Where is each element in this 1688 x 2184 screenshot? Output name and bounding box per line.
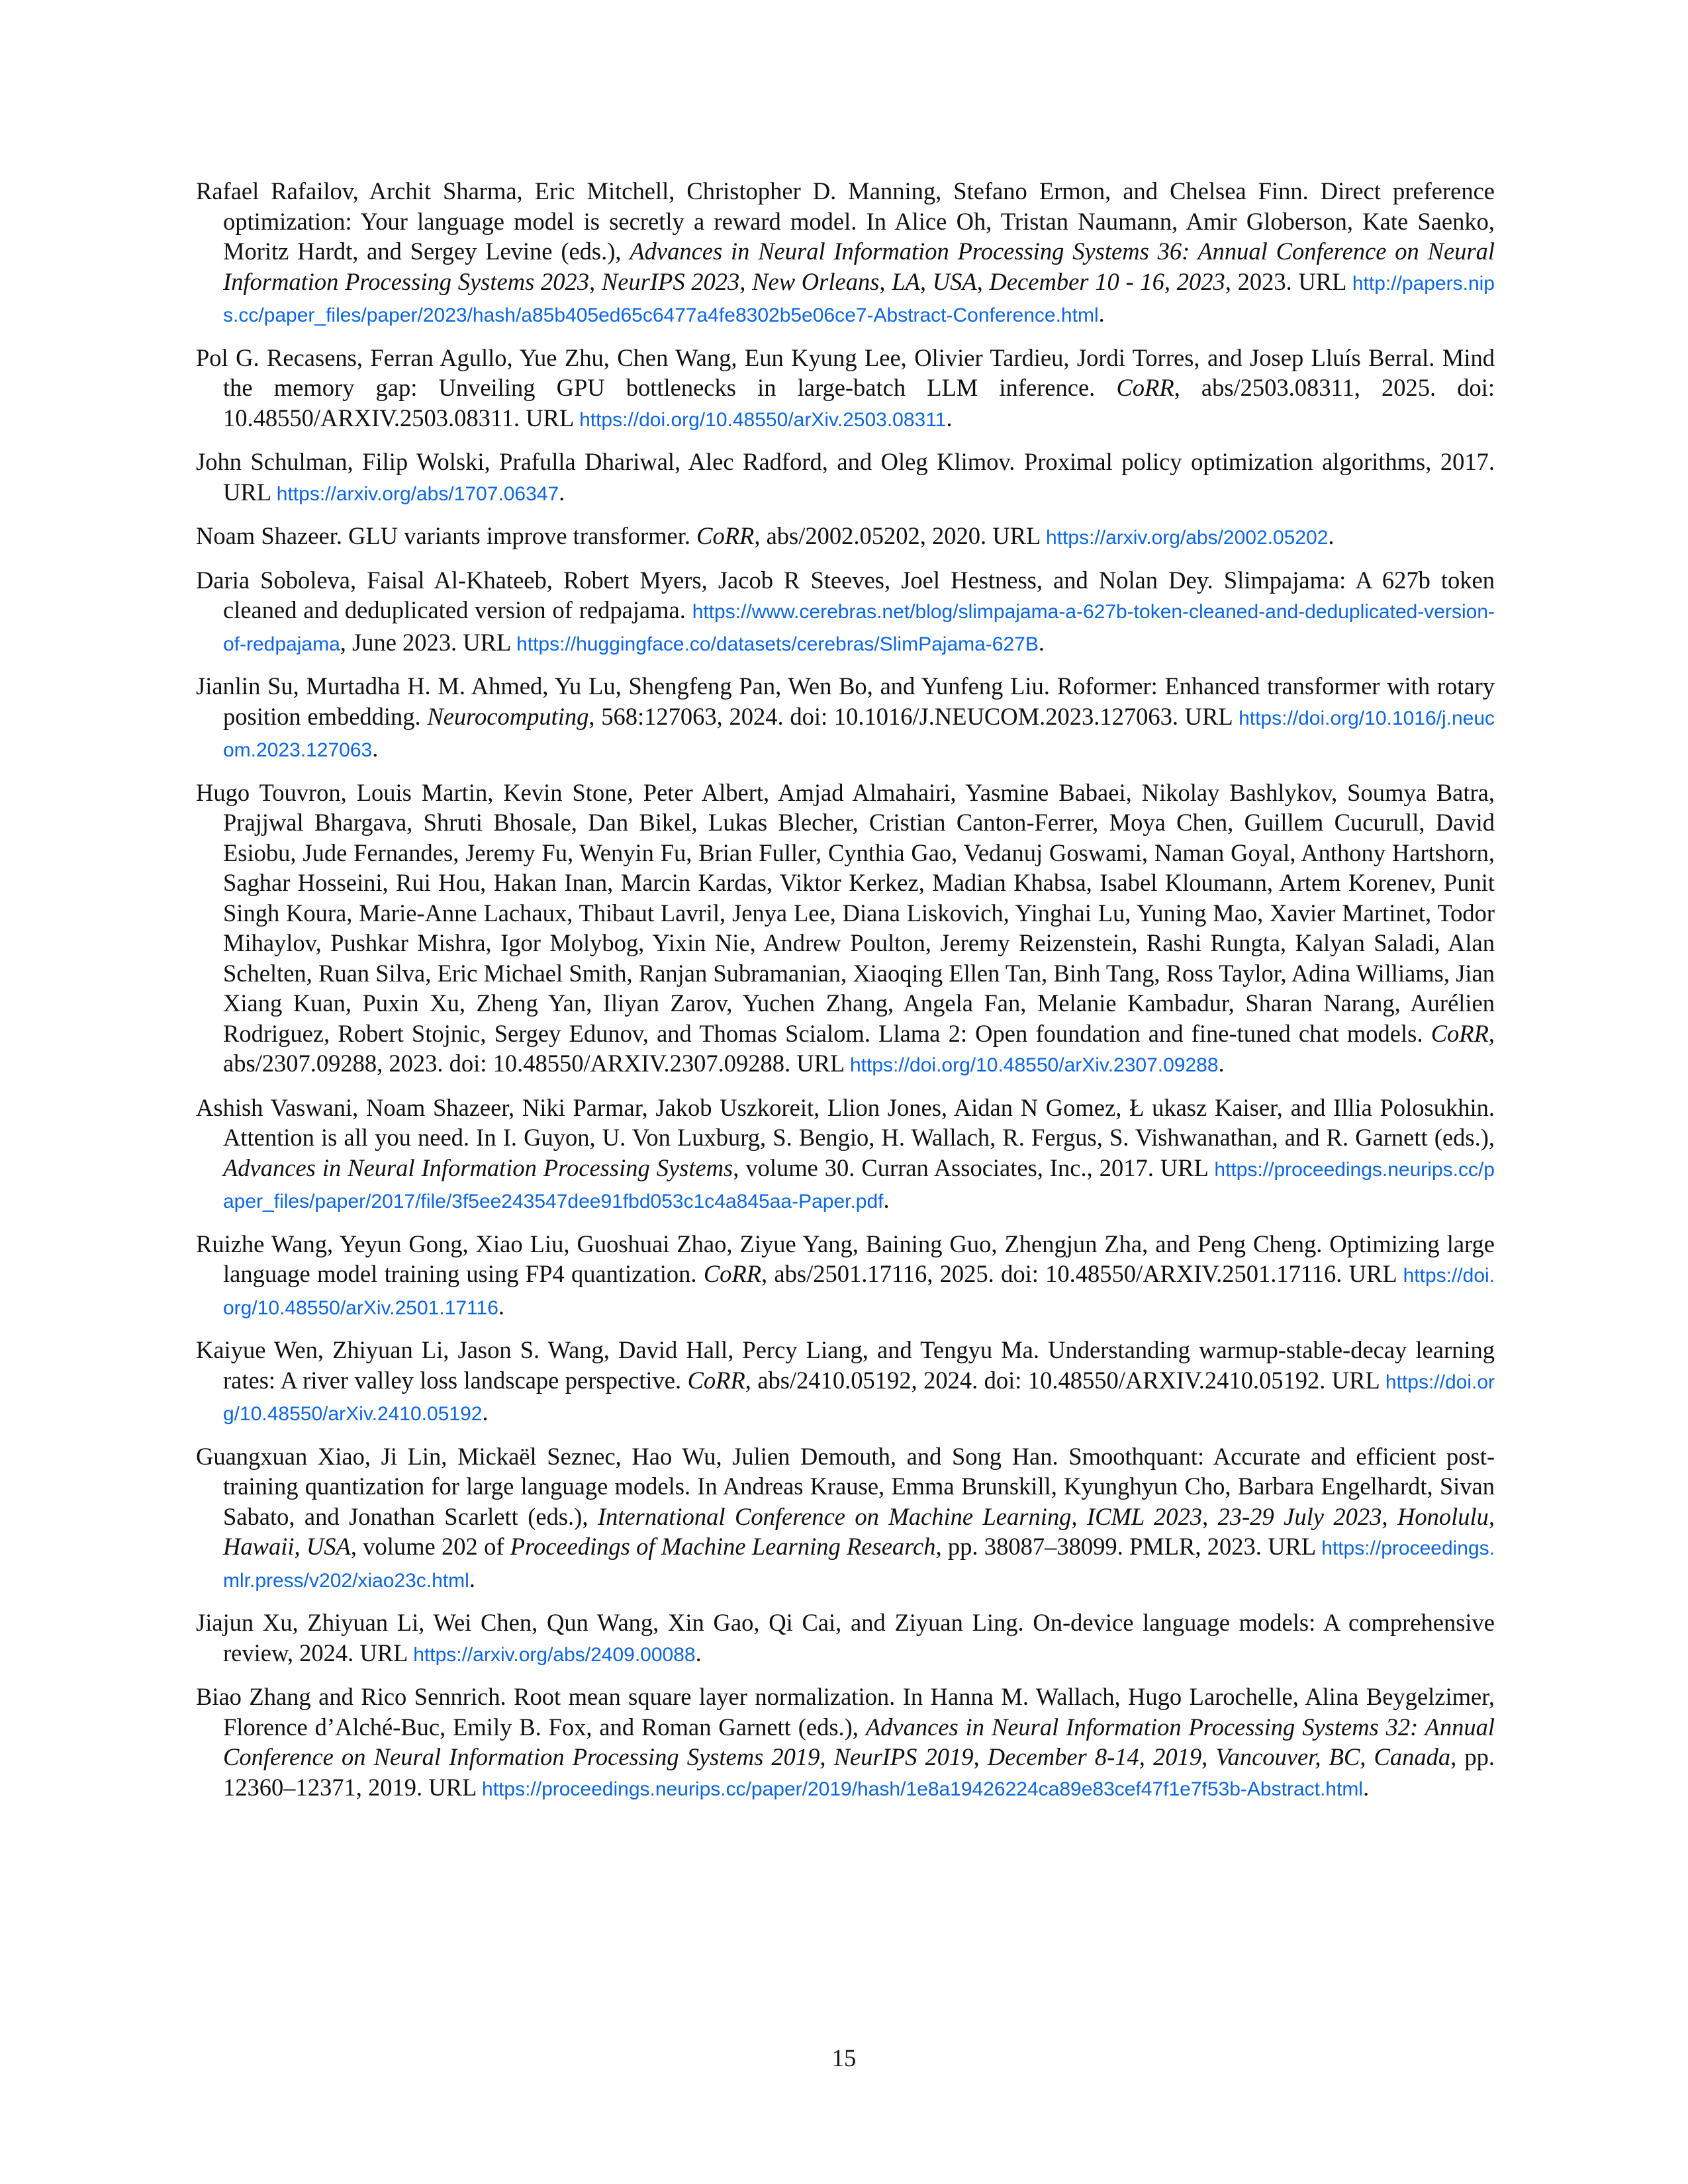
ref-title: Smoothquant: Accurate and efficient post-training quantization for large language models.	[223, 1442, 1495, 1500]
ref-title: Mind the memory gap: Unveiling GPU bottlenecks in large-batch LLM inference.	[223, 343, 1495, 401]
ref-venue: Neurocomputing	[427, 702, 589, 730]
ref-authors: John Schulman, Filip Wolski, Prafulla Dhariwal, Alec Radford, and Oleg Klimov.	[196, 448, 1015, 475]
reference-entry: John Schulman, Filip Wolski, Prafulla Dhariwal, Alec Radford, and Oleg Klimov. Proximal policy optimization algorithms, 2017. URL https://arxiv.org/abs/1707.06347.	[196, 448, 1495, 506]
ref-post: , pp. 12360–12371, 2019. URL	[223, 1743, 1495, 1801]
reference-entry: Rafael Rafailov, Archit Sharma, Eric Mitchell, Christopher D. Manning, Stefano Ermon, and Chelsea Finn. Direct preference optimization: Your language model is secretly a reward model. In Alice Oh, Tristan Naumann, Amir Globerson, Kate Saenko, Moritz Hardt, and Sergey Levine (eds.), Advances in Neural Information Processing Systems 36: Annual Conference on Neural Information Processing Systems 2023, NeurIPS 2023, New Orleans, LA, USA, December 10 - 16, 2023, 2023. URL http://papers.nips.cc/paper_files/paper/2023/hash/a85b405ed65c6477a4fe8302b5e06ce7-Abstract-Conference.html.	[196, 177, 1495, 327]
ref-title: Llama 2: Open foundation and fine-tuned chat models.	[878, 1019, 1423, 1047]
ref-authors: Kaiyue Wen, Zhiyuan Li, Jason S. Wang, David Hall, Percy Liang, and Tengyu Ma.	[196, 1336, 1040, 1363]
reference-entry: Pol G. Recasens, Ferran Agullo, Yue Zhu, Chen Wang, Eun Kyung Lee, Olivier Tardieu, Jordi Torres, and Josep Lluís Berral. Mind the memory gap: Unveiling GPU bottlenecks in large-batch LLM inference. CoRR, abs/2503.08311, 2025. doi: 10.48550/ARXIV.2503.08311. URL https://doi.org/10.48550/arXiv.2503.08311.	[196, 343, 1495, 432]
reference-entry: Guangxuan Xiao, Ji Lin, Mickaël Seznec, Hao Wu, Julien Demouth, and Song Han. Smoothquant: Accurate and efficient post-training quantization for large language models. In Andreas Krause, Emma Brunskill, Kyunghyun Cho, Barbara Engelhardt, Sivan Sabato, and Jonathan Scarlett (eds.), International Conference on Machine Learning, ICML 2023, 23-29 July 2023, Honolulu, Hawaii, USA, volume 202 of Proceedings of Machine Learning Research, pp. 38087–38099. PMLR, 2023. URL https://proceedings.mlr.press/v202/xiao23c.html.	[196, 1442, 1495, 1592]
ref-post: , abs/2307.09288, 2023. doi: 10.48550/ARXIV.2307.09288. URL	[223, 1019, 1495, 1077]
ref-url-link[interactable]: https://doi.org/10.48550/arXiv.2410.05192	[223, 1371, 1495, 1425]
ref-title: GLU variants improve transformer.	[348, 522, 691, 549]
ref-authors: Daria Soboleva, Faisal Al-Khateeb, Robert Myers, Jacob R Steeves, Joel Hestness, and Nolan Dey.	[196, 566, 1213, 594]
ref-url-link[interactable]: https://doi.org/10.48550/arXiv.2501.17116	[223, 1265, 1495, 1319]
reference-entry: Noam Shazeer. GLU variants improve transformer. CoRR, abs/2002.05202, 2020. URL https://arxiv.org/abs/2002.05202.	[196, 522, 1335, 549]
ref-authors: Rafael Rafailov, Archit Sharma, Eric Mitchell, Christopher D. Manning, Stefano Ermon, and Chelsea Finn.	[196, 177, 1309, 205]
reference-entry: Ashish Vaswani, Noam Shazeer, Niki Parmar, Jakob Uszkoreit, Llion Jones, Aidan N Gomez, Ł ukasz Kaiser, and Illia Polosukhin. Attention is all you need. In I. Guyon, U. Von Luxburg, S. Bengio, H. Wallach, R. Fergus, S. Vishwanathan, and R. Garnett (eds.), Advances in Neural Information Processing Systems, volume 30. Curran Associates, Inc., 2017. URL https://proceedings.neurips.cc/paper_files/paper/2017/file/3f5ee243547dee91fbd053c1c4a845aa-Paper.pdf.	[196, 1093, 1495, 1213]
reference-entry: Jiajun Xu, Zhiyuan Li, Wei Chen, Qun Wang, Xin Gao, Qi Cai, and Ziyuan Ling. On-device language models: A comprehensive review, 2024. URL https://arxiv.org/abs/2409.00088.	[196, 1609, 1495, 1666]
ref-url-link[interactable]: https://huggingface.co/datasets/cerebras/SlimPajama-627B	[516, 633, 1039, 655]
ref-url-link[interactable]: https://arxiv.org/abs/2409.00088	[413, 1643, 696, 1666]
ref-pre: In Alice Oh, Tristan Naumann, Amir Globerson, Kate Saenko, Moritz Hardt, and Sergey Levine (eds.),	[223, 207, 1495, 265]
ref-authors: Jiajun Xu, Zhiyuan Li, Wei Chen, Qun Wang, Xin Gao, Qi Cai, and Ziyuan Ling.	[196, 1609, 1024, 1636]
ref-post: , abs/2501.17116, 2025. doi: 10.48550/ARXIV.2501.17116. URL	[761, 1260, 1397, 1287]
ref-post: , volume 30. Curran Associates, Inc., 2017. URL	[733, 1154, 1208, 1181]
ref-pre: In I. Guyon, U. Von Luxburg, S. Bengio, H. Wallach, R. Fergus, S. Vishwanathan, and R. Garnett (eds.),	[476, 1124, 1495, 1151]
ref-url-link[interactable]: https://arxiv.org/abs/2002.05202	[1046, 527, 1329, 549]
ref-authors: Ruizhe Wang, Yeyun Gong, Xiao Liu, Guoshuai Zhao, Ziyue Yang, Baining Guo, Zhengjun Zha, and Peng Cheng.	[196, 1230, 1323, 1257]
ref-post: , 2023. URL	[1225, 267, 1346, 295]
ref-url-link[interactable]: https://doi.org/10.1016/j.neucom.2023.127063	[223, 707, 1495, 761]
ref-url-link[interactable]: https://doi.org/10.48550/arXiv.2307.09288	[850, 1054, 1219, 1076]
reference-entry: Daria Soboleva, Faisal Al-Khateeb, Robert Myers, Jacob R Steeves, Joel Hestness, and Nolan Dey. Slimpajama: A 627b token cleaned and deduplicated version of redpajama. https://www.cerebras.net/blog/slimpajama-a-627b-token-cleaned-and-deduplicated-version-of-redpajama, June 2023. URL https://huggingface.co/datasets/cerebras/SlimPajama-627B.	[196, 566, 1495, 656]
ref-venue: Advances in Neural Information Processing Systems 32: Annual Conference on Neural Information Processing Systems 2019, NeurIPS 2019, December 8-14, 2019, Vancouver, BC, Canada	[223, 1713, 1495, 1770]
ref-venue: CoRR	[703, 1260, 761, 1287]
page-number: 15	[831, 2044, 857, 2071]
ref-title: Proximal policy optimization algorithms, 2017.	[1023, 448, 1495, 475]
ref-title: Direct preference optimization: Your language model is secretly a reward model.	[223, 177, 1495, 235]
reference-entry: Jianlin Su, Murtadha H. M. Ahmed, Yu Lu, Shengfeng Pan, Wen Bo, and Yunfeng Liu. Roformer: Enhanced transformer with rotary position embedding. Neurocomputing, 568:127063, 2024. doi: 10.1016/J.NEUCOM.2023.127063. URL https://doi.org/10.1016/j.neucom.2023.127063.	[196, 672, 1495, 762]
ref-title: Attention is all you need.	[223, 1124, 470, 1151]
ref-pre: In Hanna M. Wallach, Hugo Larochelle, Alina Beygelzimer, Florence d’Alché-Buc, Emily B. Fox, and Roman Garnett (eds.),	[223, 1683, 1495, 1741]
ref-url-link[interactable]: https://proceedings.neurips.cc/paper/2019/hash/1e8a19426224ca89e83cef47f1e7f53b-Abstract.html	[482, 1778, 1363, 1800]
ref-title: Optimizing large language model training using FP4 quantization.	[223, 1230, 1495, 1287]
ref-venue: CoRR	[687, 1366, 745, 1394]
ref-authors: Pol G. Recasens, Ferran Agullo, Yue Zhu, Chen Wang, Eun Kyung Lee, Olivier Tardieu, Jordi Torres, and Josep Lluís Berral.	[196, 343, 1435, 371]
ref-venue: Advances in Neural Information Processing Systems 36: Annual Conference on Neural Information Processing Systems 2023, NeurIPS 2023, New Orleans, LA, USA, December 10 - 16, 2023	[223, 238, 1495, 295]
ref-mid: , June 2023. URL	[340, 628, 510, 656]
ref-url-link[interactable]: https://proceedings.mlr.press/v202/xiao23c.html	[223, 1537, 1495, 1592]
ref-title: On-device language models: A comprehensive review, 2024.	[223, 1609, 1495, 1666]
ref-post: , volume 202 of	[350, 1533, 504, 1560]
ref-venue: Advances in Neural Information Processing Systems	[223, 1154, 733, 1181]
ref-authors: Biao Zhang and Rico Sennrich.	[196, 1683, 506, 1710]
ref-title: Root mean square layer normalization.	[514, 1683, 896, 1710]
ref-venue: CoRR	[696, 522, 755, 549]
ref-post: , abs/2503.08311, 2025. doi: 10.48550/ARXIV.2503.08311. URL	[223, 374, 1495, 432]
ref-title: Slimpajama: A 627b token cleaned and deduplicated version of redpajama.	[223, 566, 1495, 623]
ref-authors: Noam Shazeer.	[196, 522, 342, 549]
ref-venue: CoRR	[1116, 374, 1174, 401]
reference-entry: Ruizhe Wang, Yeyun Gong, Xiao Liu, Guoshuai Zhao, Ziyue Yang, Baining Guo, Zhengjun Zha, and Peng Cheng. Optimizing large language model training using FP4 quantization. CoRR, abs/2501.17116, 2025. doi: 10.48550/ARXIV.2501.17116. URL https://doi.org/10.48550/arXiv.2501.17116.	[196, 1230, 1495, 1320]
ref-pre: In Andreas Krause, Emma Brunskill, Kyunghyun Cho, Barbara Engelhardt, Sivan Sabato, and Jonathan Scarlett (eds.),	[223, 1473, 1495, 1530]
ref-url-link[interactable]: https://doi.org/10.48550/arXiv.2503.08311	[579, 408, 947, 431]
ref-pre: URL	[359, 1639, 408, 1666]
ref-venue-series: Proceedings of Machine Learning Research	[510, 1533, 936, 1560]
ref-url-link[interactable]: https://proceedings.neurips.cc/paper_files/paper/2017/file/3f5ee243547dee91fbd053c1c4a845aa-Paper.pdf	[223, 1158, 1495, 1212]
ref-authors: Guangxuan Xiao, Ji Lin, Mickaël Seznec, Hao Wu, Julien Demouth, and Song Han.	[196, 1442, 1058, 1470]
ref-venue: International Conference on Machine Learning, ICML 2023, 23-29 July 2023, Honolulu, Hawaii, USA	[223, 1502, 1495, 1560]
ref-post: , abs/2002.05202, 2020. URL	[754, 522, 1040, 549]
ref-title: Understanding warmup-stable-decay learning rates: A river valley loss landscape perspective.	[223, 1336, 1495, 1394]
ref-venue: CoRR	[1430, 1019, 1489, 1047]
ref-authors: Hugo Touvron, Louis Martin, Kevin Stone, Peter Albert, Amjad Almahairi, Yasmine Babaei, Nikolay Bashlykov, Soumya Batra, Prajjwal Bhargava, Shruti Bhosale, Dan Bikel, Lukas Blecher, Cristian Canton-Ferrer, Moya Chen, Guillem Cucurull, David Esiobu, Jude Fernandes, Jeremy Fu, Wenyin Fu, Brian Fuller, Cynthia Gao, Vedanuj Goswami, Naman Goyal, Anthony Hartshorn, Saghar Hosseini, Rui Hou, Hakan Inan, Marcin Kardas, Viktor Kerkez, Madian Khabsa, Isabel Kloumann, Artem Korenev, Punit Singh Koura, Marie-Anne Lachaux, Thibaut Lavril, Jenya Lee, Diana Liskovich, Yinghai Lu, Yuning Mao, Xavier Martinet, Todor Mihaylov, Pushkar Mishra, Igor Molybog, Yixin Nie, Andrew Poulton, Jeremy Reizenstein, Rashi Rungta, Kalyan Saladi, Alan Schelten, Ruan Silva, Eric Michael Smith, Ranjan Subramanian, Xiaoqing Ellen Tan, Binh Tang, Ross Taylor, Adina Williams, Jian Xiang Kuan, Puxin Xu, Zheng Yan, Iliyan Zarov, Yuchen Zhang, Angela Fan, Melanie Kambadur, Sharan Narang, Aurélien Rodriguez, Robert Stojnic, Sergey Edunov, and Thomas Scialom.	[196, 778, 1495, 1047]
ref-post: , 568:127063, 2024. doi: 10.1016/J.NEUCOM.2023.127063. URL	[588, 702, 1233, 730]
reference-entry: Biao Zhang and Rico Sennrich. Root mean square layer normalization. In Hanna M. Wallach, Hugo Larochelle, Alina Beygelzimer, Florence d’Alché-Buc, Emily B. Fox, and Roman Garnett (eds.), Advances in Neural Information Processing Systems 32: Annual Conference on Neural Information Processing Systems 2019, NeurIPS 2019, December 8-14, 2019, Vancouver, BC, Canada, pp. 12360–12371, 2019. URL https://proceedings.neurips.cc/paper/2019/hash/1e8a19426224ca89e83cef47f1e7f53b-Abstract.html.	[196, 1683, 1495, 1801]
ref-title: Roformer: Enhanced transformer with rotary position embedding.	[223, 672, 1495, 730]
ref-pre: URL	[223, 478, 271, 506]
ref-post-series: , pp. 38087–38099. PMLR, 2023. URL	[935, 1533, 1315, 1560]
reference-entry: Kaiyue Wen, Zhiyuan Li, Jason S. Wang, David Hall, Percy Liang, and Tengyu Ma. Understanding warmup-stable-decay learning rates: A river valley loss landscape perspective. CoRR, abs/2410.05192, 2024. doi: 10.48550/ARXIV.2410.05192. URL https://doi.org/10.48550/arXiv.2410.05192.	[196, 1336, 1495, 1426]
ref-url-link[interactable]: http://papers.nips.cc/paper_files/paper/2023/hash/a85b405ed65c6477a4fe8302b5e06ce7-Abstract-Conference.html	[223, 272, 1495, 326]
references-list	[196, 176, 1495, 1816]
ref-authors: Jianlin Su, Murtadha H. M. Ahmed, Yu Lu, Shengfeng Pan, Wen Bo, and Yunfeng Liu.	[196, 672, 1050, 700]
ref-authors: Ashish Vaswani, Noam Shazeer, Niki Parmar, Jakob Uszkoreit, Llion Jones, Aidan N Gomez, Ł ukasz Kaiser, and Illia Polosukhin.	[196, 1093, 1495, 1121]
ref-post: , abs/2410.05192, 2024. doi: 10.48550/ARXIV.2410.05192. URL	[745, 1366, 1380, 1394]
ref-url-link[interactable]: https://arxiv.org/abs/1707.06347	[276, 482, 559, 505]
reference-entry: Hugo Touvron, Louis Martin, Kevin Stone, Peter Albert, Amjad Almahairi, Yasmine Babaei, Nikolay Bashlykov, Soumya Batra, Prajjwal Bhargava, Shruti Bhosale, Dan Bikel, Lukas Blecher, Cristian Canton-Ferrer, Moya Chen, Guillem Cucurull, David Esiobu, Jude Fernandes, Jeremy Fu, Wenyin Fu, Brian Fuller, Cynthia Gao, Vedanuj Goswami, Naman Goyal, Anthony Hartshorn, Saghar Hosseini, Rui Hou, Hakan Inan, Marcin Kardas, Viktor Kerkez, Madian Khabsa, Isabel Kloumann, Artem Korenev, Punit Singh Koura, Marie-Anne Lachaux, Thibaut Lavril, Jenya Lee, Diana Liskovich, Yinghai Lu, Yuning Mao, Xavier Martinet, Todor Mihaylov, Pushkar Mishra, Igor Molybog, Yixin Nie, Andrew Poulton, Jeremy Reizenstein, Rashi Rungta, Kalyan Saladi, Alan Schelten, Ruan Silva, Eric Michael Smith, Ranjan Subramanian, Xiaoqing Ellen Tan, Binh Tang, Ross Taylor, Adina Williams, Jian Xiang Kuan, Puxin Xu, Zheng Yan, Iliyan Zarov, Yuchen Zhang, Angela Fan, Melanie Kambadur, Sharan Narang, Aurélien Rodriguez, Robert Stojnic, Sergey Edunov, and Thomas Scialom. Llama 2: Open foundation and fine-tuned chat models. CoRR, abs/2307.09288, 2023. doi: 10.48550/ARXIV.2307.09288. URL https://doi.org/10.48550/arXiv.2307.09288.	[196, 778, 1495, 1077]
ref-url-link[interactable]: https://www.cerebras.net/blog/slimpajama-a-627b-token-cleaned-and-deduplicated-version-of-redpajama	[223, 601, 1495, 655]
